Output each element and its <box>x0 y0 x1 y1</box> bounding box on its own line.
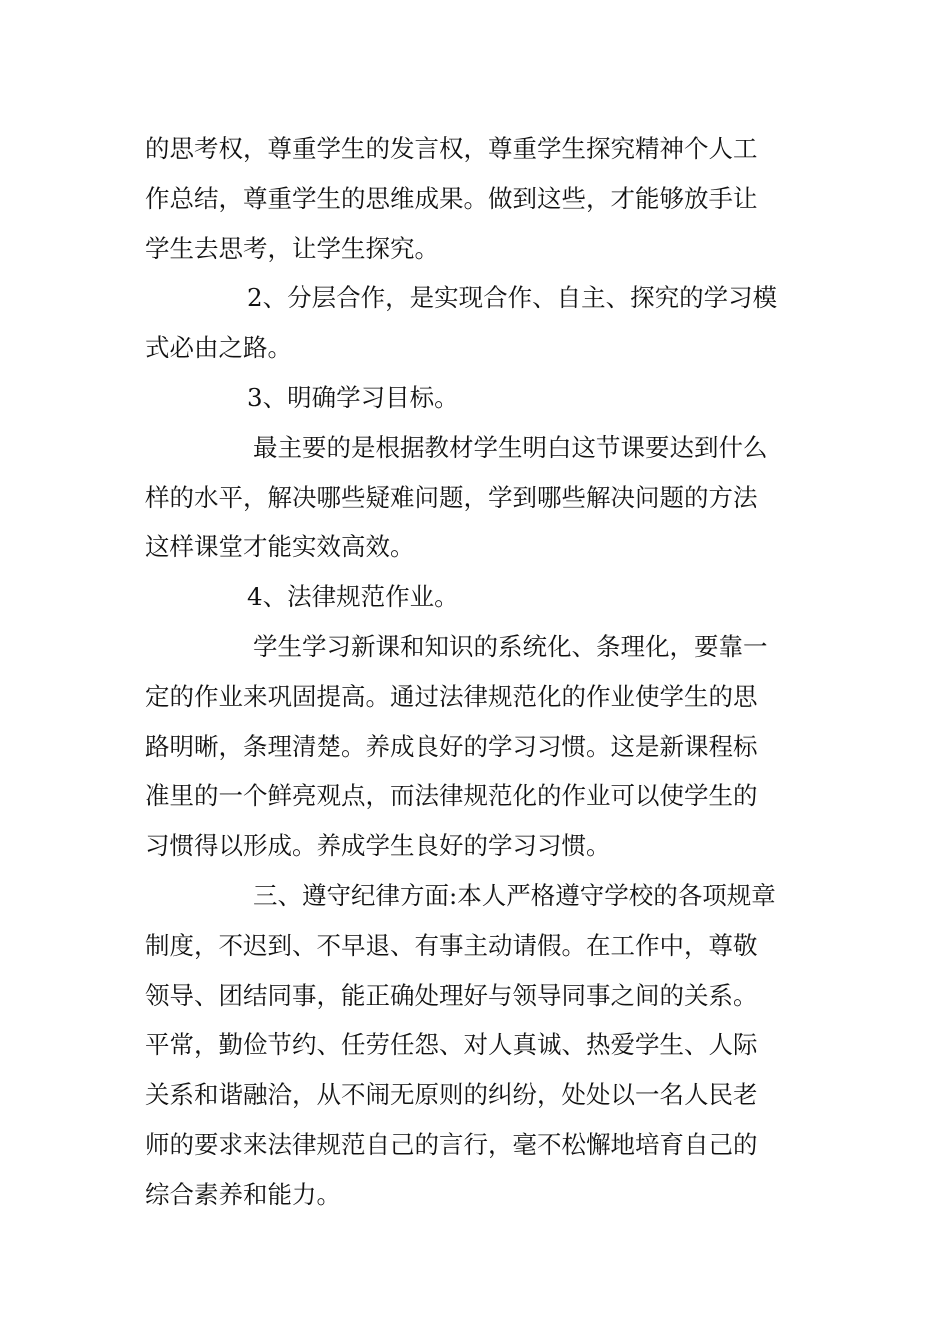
text-line: 3、明确学习目标。 <box>247 382 459 412</box>
text-line: 平常，勤俭节约、任劳任怨、对人真诚、热爱学生、人际 <box>145 1030 758 1060</box>
text-line: 领导、团结同事，能正确处理好与领导同事之间的关系。 <box>145 980 758 1010</box>
text-line: 习惯得以形成。养成学生良好的学习习惯。 <box>145 831 611 861</box>
document-body <box>145 124 815 1220</box>
text-line: 这样课堂才能实效高效。 <box>145 532 415 562</box>
text-line: 制度，不迟到、不早退、有事主动请假。在工作中，尊敬 <box>145 930 758 960</box>
text-line: 样的水平，解决哪些疑难问题，学到哪些解决问题的方法 <box>145 482 758 512</box>
text-line: 关系和谐融洽，从不闹无原则的纠纷，处处以一名人民老 <box>145 1080 758 1110</box>
text-line: 作总结，尊重学生的思维成果。做到这些，才能够放手让 <box>145 183 758 213</box>
text-line: 路明晰，条理清楚。养成良好的学习习惯。这是新课程标 <box>145 731 758 761</box>
text-line: 综合素养和能力。 <box>145 1179 341 1209</box>
text-line: 4、法律规范作业。 <box>247 582 459 612</box>
text-line: 学生学习新课和知识的系统化、条理化，要靠一 <box>253 631 768 661</box>
text-line: 师的要求来法律规范自己的言行，毫不松懈地培育自己的 <box>145 1129 758 1159</box>
text-line: 式必由之路。 <box>145 333 292 363</box>
text-line: 2、分层合作，是实现合作、自主、探究的学习模 <box>247 283 778 313</box>
text-line: 定的作业来巩固提高。通过法律规范化的作业使学生的思 <box>145 681 758 711</box>
text-line: 学生去思考，让学生探究。 <box>145 233 439 263</box>
text-line: 三、遵守纪律方面:本人严格遵守学校的各项规章 <box>253 880 776 910</box>
text-line: 最主要的是根据教材学生明白这节课要达到什么 <box>253 432 768 462</box>
text-line: 准里的一个鲜亮观点，而法律规范化的作业可以使学生的 <box>145 781 758 811</box>
text-line: 的思考权，尊重学生的发言权，尊重学生探究精神个人工 <box>145 134 758 163</box>
